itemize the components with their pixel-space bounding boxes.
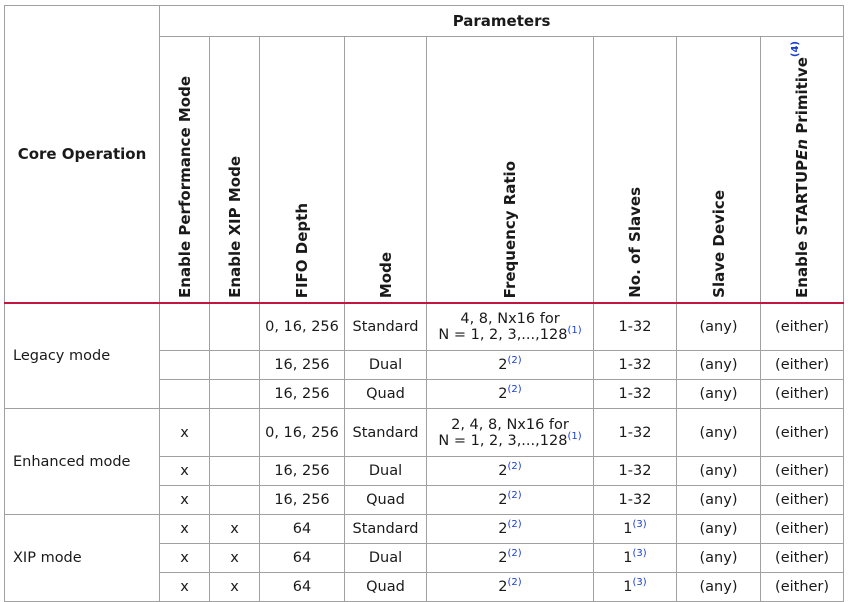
cell-frequency-ratio (427, 544, 594, 573)
cell-frequency-ratio (427, 351, 594, 380)
slaves-text: 1-32 (618, 386, 652, 403)
footnote-ref: (2) (507, 355, 522, 367)
col-label: Enable STARTUPEn Primitive$^{(4)}$ (790, 41, 812, 298)
cell-performance-mode: x (160, 515, 210, 544)
freq-text: 2 (498, 579, 508, 596)
cell-frequency-ratio (427, 380, 594, 409)
col-enable-xip-mode (210, 37, 260, 303)
slaves-text: 1-32 (618, 492, 652, 509)
cell-fifo-depth: 64 (260, 515, 345, 544)
slaves-text: 1-32 (618, 357, 652, 374)
group-label-xip: XIP mode (5, 515, 160, 602)
cell-xip-mode: x (210, 573, 260, 602)
slaves-text: 1 (623, 579, 633, 596)
footnote-ref: (2) (507, 384, 522, 396)
footnote-ref: (3) (632, 519, 647, 531)
freq-text: 2 (498, 550, 508, 567)
cell-frequency-ratio (427, 573, 594, 602)
group-label-enhanced: Enhanced mode (5, 409, 160, 515)
core-parameters-table (4, 5, 844, 602)
cell-no-of-slaves (594, 573, 677, 602)
footnote-ref: (2) (507, 577, 522, 589)
freq-text: 2 (498, 492, 508, 509)
cell-frequency-ratio (427, 486, 594, 515)
cell-no-of-slaves (594, 351, 677, 380)
table-row (5, 303, 844, 351)
col-enable-performance-mode (160, 37, 210, 303)
cell-mode: Standard (345, 515, 427, 544)
cell-frequency-ratio (427, 303, 594, 351)
cell-slave-device: (any) (677, 351, 761, 380)
cell-fifo-depth: 64 (260, 544, 345, 573)
cell-no-of-slaves (594, 409, 677, 457)
cell-slave-device: (any) (677, 544, 761, 573)
slaves-text: 1-32 (618, 463, 652, 480)
core-operation-header: Core Operation (5, 6, 160, 303)
col-enable-startup-primitive (761, 37, 844, 303)
footnote-ref: (2) (507, 548, 522, 560)
cell-xip-mode (210, 409, 260, 457)
cell-mode: Quad (345, 486, 427, 515)
cell-startup-primitive: (either) (761, 573, 844, 602)
footnote-ref: (3) (632, 577, 647, 589)
cell-fifo-depth: 64 (260, 573, 345, 602)
col-label: Enable XIP Mode (225, 156, 244, 298)
cell-no-of-slaves (594, 303, 677, 351)
col-label: Slave Device (709, 190, 728, 298)
cell-slave-device: (any) (677, 303, 761, 351)
col-label: FIFO Depth (293, 202, 311, 298)
slaves-text: 1 (623, 550, 633, 567)
cell-xip-mode: x (210, 515, 260, 544)
cell-performance-mode (160, 303, 210, 351)
cell-mode: Standard (345, 409, 427, 457)
cell-performance-mode (160, 380, 210, 409)
cell-performance-mode (160, 351, 210, 380)
cell-frequency-ratio (427, 457, 594, 486)
col-label: Mode (376, 251, 395, 298)
cell-startup-primitive: (either) (761, 409, 844, 457)
cell-startup-primitive: (either) (761, 544, 844, 573)
cell-fifo-depth: 0, 16, 256 (260, 303, 345, 351)
col-no-of-slaves (594, 37, 677, 303)
cell-startup-primitive: (either) (761, 457, 844, 486)
footnote-ref: (2) (507, 461, 522, 473)
cell-startup-primitive: (either) (761, 303, 844, 351)
cell-startup-primitive: (either) (761, 515, 844, 544)
cell-performance-mode: x (160, 409, 210, 457)
cell-frequency-ratio (427, 409, 594, 457)
footnote-ref: (2) (507, 490, 522, 502)
col-mode (345, 37, 427, 303)
cell-slave-device: (any) (677, 409, 761, 457)
parameters-table-container (4, 5, 844, 602)
cell-fifo-depth: 16, 256 (260, 380, 345, 409)
cell-startup-primitive: (either) (761, 380, 844, 409)
cell-slave-device: (any) (677, 486, 761, 515)
cell-mode: Quad (345, 380, 427, 409)
cell-slave-device: (any) (677, 515, 761, 544)
footnote-ref: (2) (507, 519, 522, 531)
freq-text: 2 (498, 521, 508, 538)
cell-xip-mode: x (210, 544, 260, 573)
freq-text: 2 (498, 357, 508, 374)
cell-mode: Dual (345, 351, 427, 380)
col-label: Frequency Ratio (501, 160, 519, 298)
cell-xip-mode (210, 380, 260, 409)
freq-text-line2: N = 1, 2, 3,...,128 (438, 327, 568, 344)
col-slave-device (677, 37, 761, 303)
cell-performance-mode: x (160, 573, 210, 602)
footnote-ref: (3) (632, 548, 647, 560)
col-label: No. of Slaves (626, 187, 644, 298)
cell-frequency-ratio (427, 515, 594, 544)
col-fifo-depth (260, 37, 345, 303)
cell-no-of-slaves (594, 457, 677, 486)
cell-slave-device: (any) (677, 457, 761, 486)
cell-startup-primitive: (either) (761, 486, 844, 515)
cell-performance-mode: x (160, 544, 210, 573)
footnote-ref: (4) (790, 41, 802, 58)
cell-slave-device: (any) (677, 573, 761, 602)
cell-xip-mode (210, 457, 260, 486)
cell-fifo-depth: 16, 256 (260, 457, 345, 486)
freq-text: 2 (498, 463, 508, 480)
cell-mode: Standard (345, 303, 427, 351)
freq-text: 2 (498, 386, 508, 403)
freq-text: 2, 4, 8, Nx16 for (451, 416, 569, 433)
cell-fifo-depth: 16, 256 (260, 351, 345, 380)
cell-xip-mode (210, 303, 260, 351)
cell-fifo-depth: 16, 256 (260, 486, 345, 515)
cell-no-of-slaves (594, 515, 677, 544)
cell-performance-mode: x (160, 457, 210, 486)
cell-xip-mode (210, 486, 260, 515)
cell-no-of-slaves (594, 486, 677, 515)
cell-no-of-slaves (594, 544, 677, 573)
cell-mode: Quad (345, 573, 427, 602)
cell-xip-mode (210, 351, 260, 380)
cell-no-of-slaves (594, 380, 677, 409)
table-row (5, 515, 844, 544)
freq-text: 4, 8, Nx16 for (460, 311, 560, 328)
freq-text-line2: N = 1, 2, 3,...,128 (438, 432, 568, 449)
slaves-text: 1 (623, 521, 633, 538)
col-frequency-ratio (427, 37, 594, 303)
slaves-text: 1-32 (618, 424, 652, 441)
cell-performance-mode: x (160, 486, 210, 515)
group-label-legacy: Legacy mode (5, 303, 160, 409)
footnote-ref: (1) (567, 431, 582, 443)
col-label: Enable Performance Mode (175, 75, 194, 298)
cell-fifo-depth: 0, 16, 256 (260, 409, 345, 457)
parameters-header: Parameters (160, 6, 844, 37)
footnote-ref: (1) (567, 325, 582, 337)
cell-mode: Dual (345, 544, 427, 573)
slaves-text: 1-32 (618, 319, 652, 336)
cell-slave-device: (any) (677, 380, 761, 409)
table-row (5, 409, 844, 457)
cell-mode: Dual (345, 457, 427, 486)
cell-startup-primitive: (either) (761, 351, 844, 380)
